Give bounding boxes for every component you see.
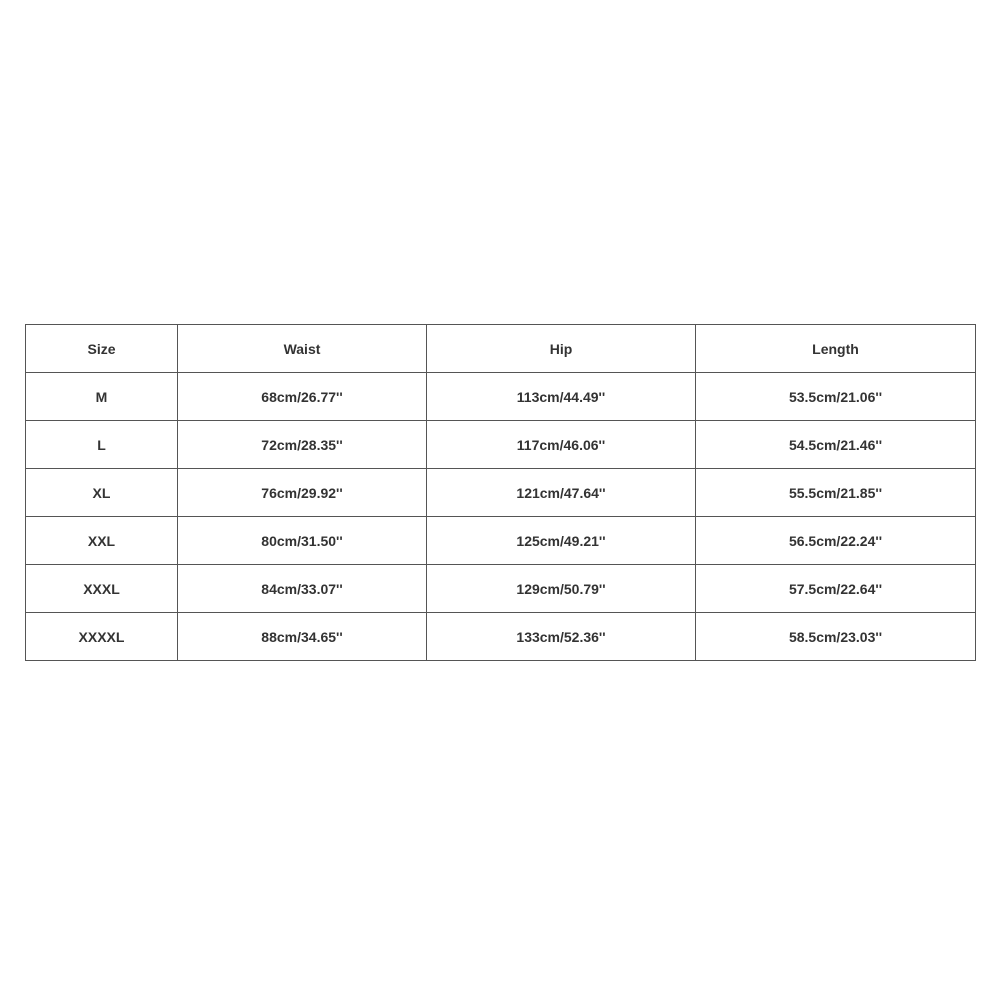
cell-waist: 80cm/31.50'' xyxy=(178,517,427,565)
cell-size: L xyxy=(26,421,178,469)
cell-size: XXXXL xyxy=(26,613,178,661)
cell-length: 55.5cm/21.85'' xyxy=(696,469,976,517)
header-length: Length xyxy=(696,325,976,373)
table-header-row xyxy=(26,325,976,373)
cell-hip: 121cm/47.64'' xyxy=(427,469,696,517)
cell-waist: 84cm/33.07'' xyxy=(178,565,427,613)
table-row xyxy=(26,565,976,613)
header-waist: Waist xyxy=(178,325,427,373)
cell-length: 56.5cm/22.24'' xyxy=(696,517,976,565)
cell-hip: 117cm/46.06'' xyxy=(427,421,696,469)
table-row xyxy=(26,373,976,421)
size-chart-table xyxy=(25,324,976,661)
table-row xyxy=(26,517,976,565)
cell-size: XXL xyxy=(26,517,178,565)
cell-length: 57.5cm/22.64'' xyxy=(696,565,976,613)
table-row xyxy=(26,469,976,517)
cell-waist: 72cm/28.35'' xyxy=(178,421,427,469)
cell-length: 53.5cm/21.06'' xyxy=(696,373,976,421)
cell-hip: 125cm/49.21'' xyxy=(427,517,696,565)
cell-hip: 133cm/52.36'' xyxy=(427,613,696,661)
table-row xyxy=(26,613,976,661)
cell-waist: 76cm/29.92'' xyxy=(178,469,427,517)
cell-hip: 129cm/50.79'' xyxy=(427,565,696,613)
cell-hip: 113cm/44.49'' xyxy=(427,373,696,421)
cell-length: 58.5cm/23.03'' xyxy=(696,613,976,661)
header-hip: Hip xyxy=(427,325,696,373)
cell-size: M xyxy=(26,373,178,421)
cell-waist: 68cm/26.77'' xyxy=(178,373,427,421)
cell-length: 54.5cm/21.46'' xyxy=(696,421,976,469)
cell-waist: 88cm/34.65'' xyxy=(178,613,427,661)
cell-size: XXXL xyxy=(26,565,178,613)
header-size: Size xyxy=(26,325,178,373)
table-row xyxy=(26,421,976,469)
cell-size: XL xyxy=(26,469,178,517)
